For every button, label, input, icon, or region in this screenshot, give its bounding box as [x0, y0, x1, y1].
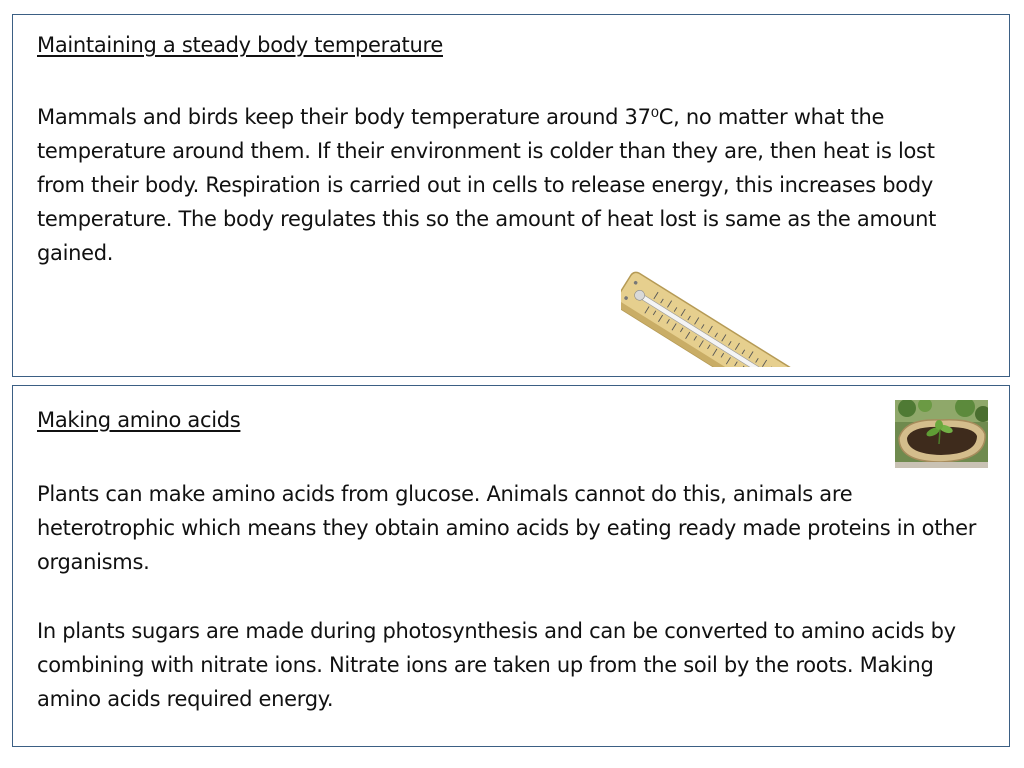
section-paragraph: Plants can make amino acids from glucose. Animals cannot do this, animals are heterotrophic which means they obtain amino acids by eating ready made proteins in other organisms.: [37, 482, 977, 574]
body-temperature-section: [12, 14, 1010, 377]
section-paragraph: Mammals and birds keep their body temperature around 37⁰C, no matter what the temperature around them. If their environment is colder than they are, then heat is lost from their body. Respiration is carried out in cells to release energy, this increases body temperature. The body regulates this so the amount of heat lost is same as the amount gained.: [37, 105, 937, 265]
section-heading: Making amino acids: [37, 408, 241, 432]
section-heading: Maintaining a steady body temperature: [37, 33, 443, 57]
amino-acids-section: [12, 385, 1010, 747]
thermometer-icon: [621, 264, 796, 367]
section-paragraph: In plants sugars are made during photosynthesis and can be converted to amino acids by combining with nitrate ions. Nitrate ions are taken up from the soil by the roots. Making amino acids required energy.: [37, 619, 956, 711]
seedling-in-soil-icon: [895, 400, 988, 468]
